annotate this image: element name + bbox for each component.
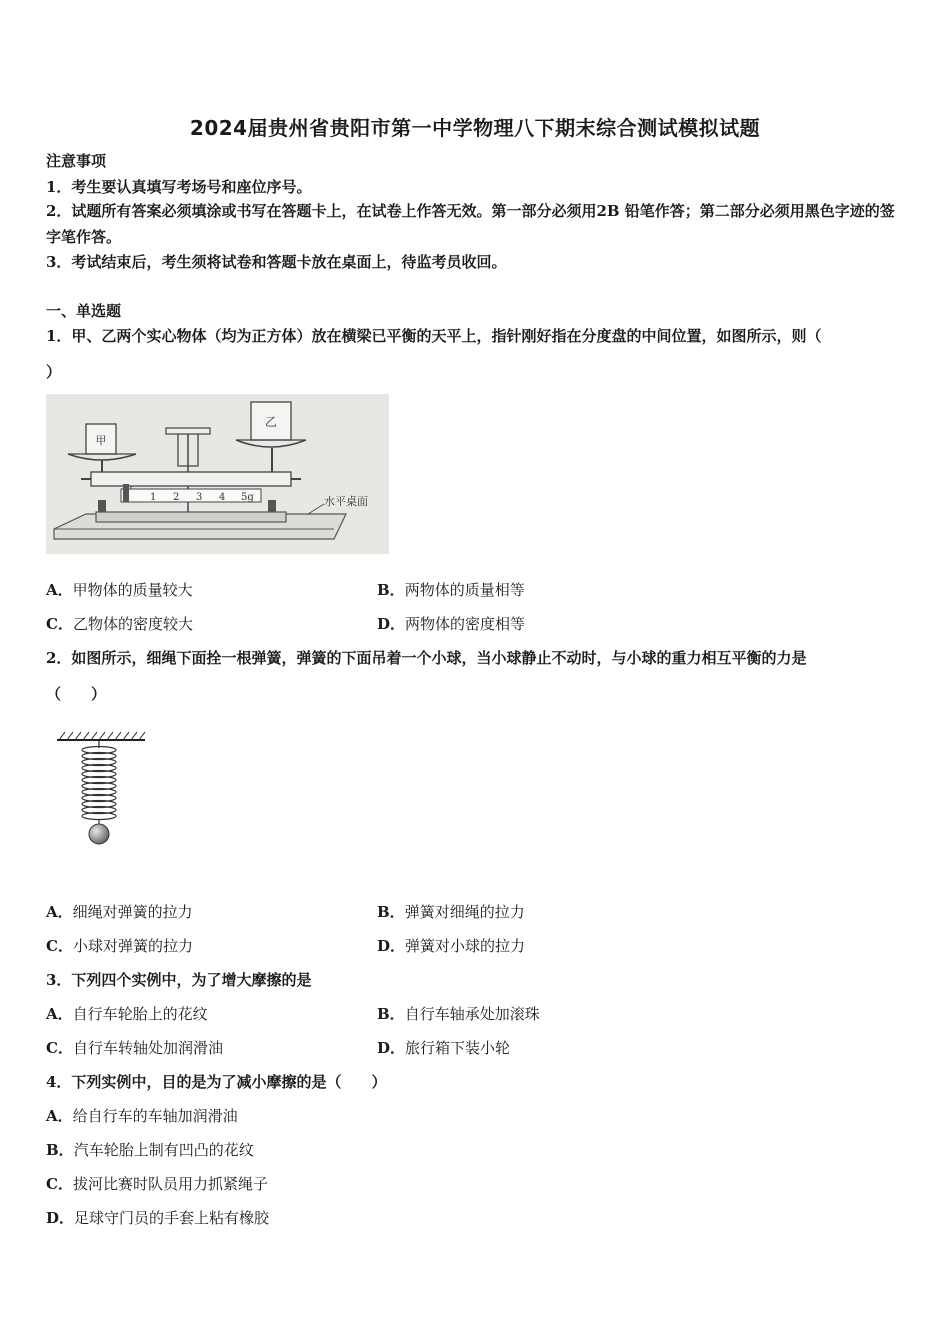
page-title: 2024届贵州省贵阳市第一中学物理八下期末综合测试模拟试题	[189, 116, 761, 140]
scale-tick-2: 2	[173, 492, 180, 503]
q1-option-b[interactable]: B．两物体的质量相等	[377, 581, 525, 599]
notice-item-2: 2．试题所有答案必须填涂或书写在答题卡上，在试卷上作答无效。第一部分必须用2B 铅笔作答；第二部分必须用黑色字迹的签字笔作答。	[46, 202, 895, 246]
q4-option-c[interactable]: C．拔河比赛时队员用力抓紧绳子	[46, 1175, 268, 1193]
q3-option-a[interactable]: A．自行车轮胎上的花纹	[46, 1005, 208, 1023]
notice-item-1: 1．考生要认真填写考场号和座位序号。	[46, 178, 312, 196]
section-heading: 一、单选题	[46, 302, 122, 320]
balance-figure	[46, 394, 389, 554]
question-1-stem-end: ）	[46, 363, 62, 381]
q2-option-d[interactable]: D．弹簧对小球的拉力	[377, 937, 526, 955]
q4-option-b[interactable]: B．汽车轮胎上制有凹凸的花纹	[46, 1141, 254, 1159]
q2-option-b[interactable]: B．弹簧对细绳的拉力	[377, 903, 525, 921]
question-3-stem: 3．下列四个实例中，为了增大摩擦的是	[46, 971, 312, 989]
left-block-label: 甲	[95, 434, 107, 447]
scale-tick-4: 4	[219, 492, 226, 503]
q4-option-d[interactable]: D．足球守门员的手套上粘有橡胶	[46, 1209, 270, 1227]
scale-tick-5g: 5g	[241, 492, 254, 503]
question-2-stem: 2．如图所示，细绳下面拴一根弹簧，弹簧的下面吊着一个小球，当小球静止不动时，与小球的重力相互平衡的力是	[46, 649, 807, 667]
notice-item-3: 3．考试结束后，考生须将试卷和答题卡放在桌面上，待监考员收回。	[46, 253, 507, 271]
q1-option-d[interactable]: D．两物体的密度相等	[377, 615, 526, 633]
q1-option-a[interactable]: A．甲物体的质量较大	[46, 581, 193, 599]
q4-option-a[interactable]: A．给自行车的车轴加润滑油	[46, 1107, 238, 1125]
q3-option-d[interactable]: D．旅行箱下装小轮	[377, 1039, 511, 1057]
question-2-stem-end: （ ）	[46, 685, 107, 703]
q1-option-c[interactable]: C．乙物体的密度较大	[46, 615, 193, 633]
desk-label: 水平桌面	[324, 495, 368, 508]
question-1-stem: 1．甲、乙两个实心物体（均为正方体）放在横梁已平衡的天平上，指针刚好指在分度盘的中间位置，如图所示，则（	[46, 327, 822, 345]
q2-option-a[interactable]: A．细绳对弹簧的拉力	[46, 903, 193, 921]
scale-tick-1: 1	[150, 492, 157, 503]
scale-tick-3: 3	[196, 492, 203, 503]
right-block-label: 乙	[264, 415, 278, 429]
spring-figure	[55, 728, 147, 848]
q3-option-b[interactable]: B．自行车轴承处加滚珠	[377, 1005, 540, 1023]
q2-option-c[interactable]: C．小球对弹簧的拉力	[46, 937, 193, 955]
question-4-stem: 4．下列实例中，目的是为了减小摩擦的是（ ）	[46, 1073, 387, 1091]
notice-heading: 注意事项	[46, 152, 107, 170]
q3-option-c[interactable]: C．自行车转轴处加润滑油	[46, 1039, 223, 1057]
